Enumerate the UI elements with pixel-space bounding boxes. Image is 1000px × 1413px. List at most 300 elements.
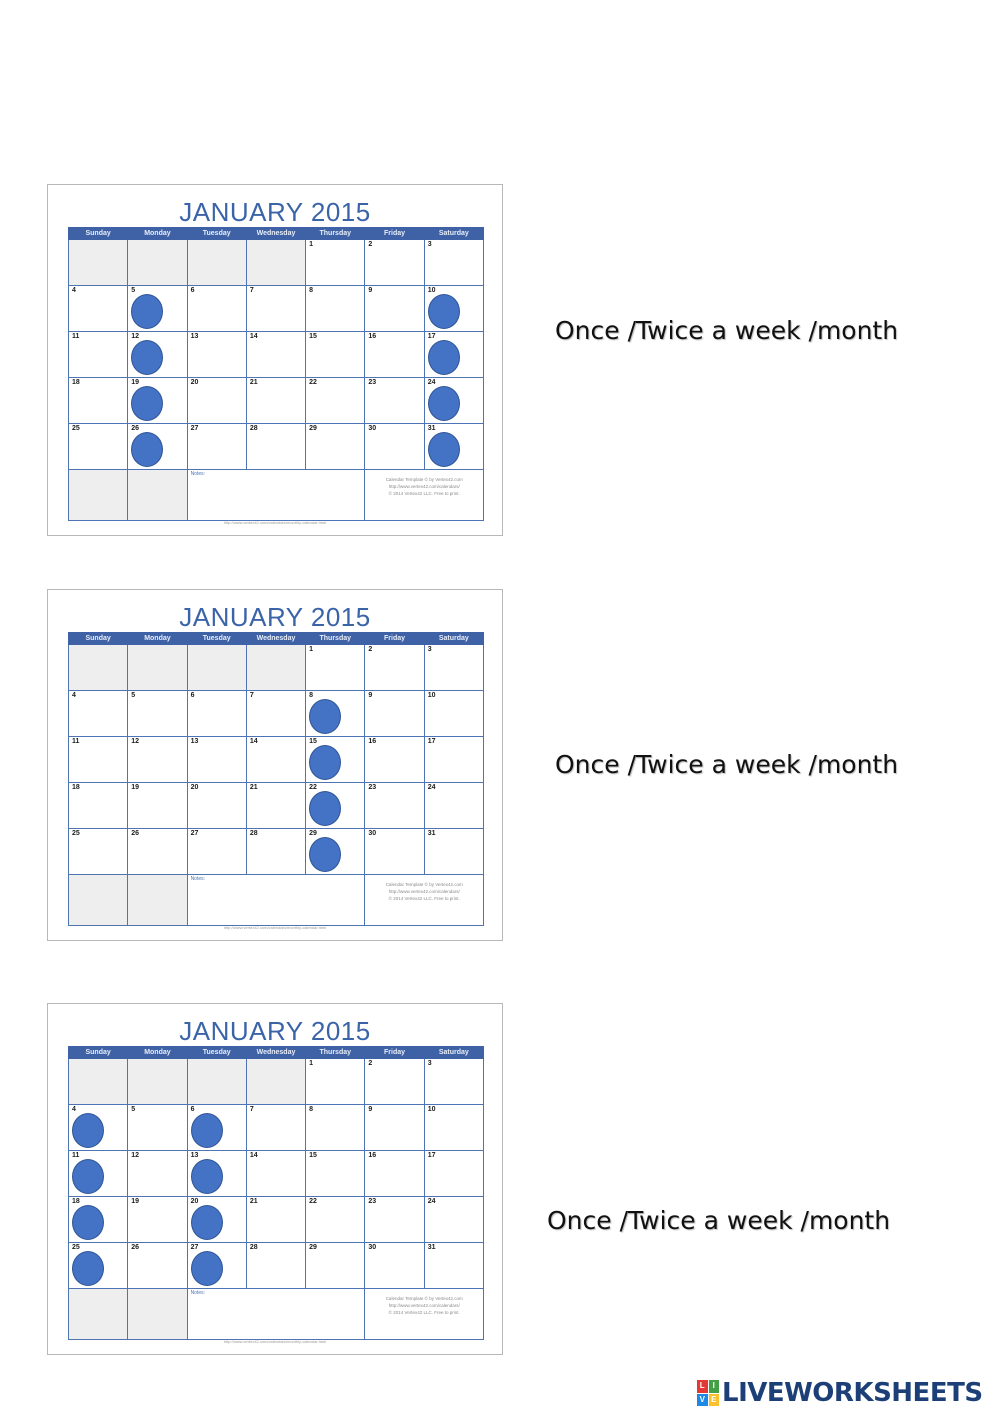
calendar-title: JANUARY 2015 [179, 1016, 371, 1046]
marked-day-circle [309, 837, 341, 872]
calendar-2 [47, 589, 503, 941]
day-cell [365, 829, 424, 875]
weekday-header: Tuesday [187, 633, 246, 645]
calendar-title: JANUARY 2015 [179, 197, 371, 227]
day-number: 21 [249, 784, 258, 791]
day-number: 28 [249, 425, 258, 432]
empty-day-cell [128, 1059, 187, 1105]
day-cell [69, 1151, 128, 1197]
day-cell [306, 286, 365, 332]
day-cell [306, 424, 365, 470]
weekday-header: Monday [128, 633, 187, 645]
day-cell [365, 1243, 424, 1289]
day-cell [365, 1151, 424, 1197]
empty-day-cell [246, 1059, 305, 1105]
day-number: 9 [368, 287, 373, 294]
day-cell [69, 737, 128, 783]
calendar-footer-url: http://www.vertex42.com/calendars/monthly-calendar.html [223, 520, 327, 525]
day-number: 20 [190, 1198, 199, 1205]
day-cell [69, 829, 128, 875]
marked-day-circle [191, 1205, 223, 1240]
day-number: 5 [131, 692, 136, 699]
day-number: 29 [309, 1244, 317, 1251]
day-cell [246, 1105, 305, 1151]
marked-day-circle [72, 1159, 104, 1194]
day-cell [128, 332, 187, 378]
day-number: 18 [72, 784, 80, 791]
credit-line: © 2014 Vertex42 LLC. Free to print. [388, 491, 460, 496]
day-cell [187, 691, 246, 737]
week-row [69, 240, 484, 286]
day-cell [246, 1197, 305, 1243]
day-number: 25 [72, 1244, 80, 1251]
calendar-footer-url: http://www.vertex42.com/calendars/monthly-calendar.html [223, 1339, 327, 1344]
week-row [69, 286, 484, 332]
day-cell [187, 829, 246, 875]
day-number: 3 [427, 241, 432, 248]
day-cell [187, 378, 246, 424]
day-number: 18 [72, 379, 80, 386]
logo-letter: L [697, 1380, 708, 1393]
weekday-header: Thursday [306, 633, 365, 645]
day-number: 25 [72, 830, 80, 837]
day-number: 2 [368, 1060, 373, 1067]
day-number: 19 [131, 1198, 140, 1205]
logo-letter: I [709, 1380, 720, 1393]
marked-day-circle [428, 432, 460, 467]
day-number: 26 [131, 1244, 140, 1251]
day-cell [306, 783, 365, 829]
weekday-header: Tuesday [187, 228, 246, 240]
credit-line: Calendar Template © by Vertex42.com [385, 477, 463, 482]
day-number: 30 [368, 425, 377, 432]
weekday-header: Saturday [424, 228, 483, 240]
day-cell [69, 1243, 128, 1289]
marked-day-circle [72, 1205, 104, 1240]
day-number: 12 [131, 333, 140, 340]
calendar-grid [68, 632, 484, 926]
credit-cell [365, 875, 484, 926]
marked-day-circle [428, 386, 460, 421]
empty-day-cell [246, 645, 305, 691]
day-number: 16 [368, 333, 377, 340]
day-number: 2 [368, 241, 373, 248]
empty-day-cell [187, 1059, 246, 1105]
day-number: 22 [309, 379, 317, 386]
day-cell [69, 1105, 128, 1151]
day-number: 17 [427, 738, 436, 745]
week-row [69, 691, 484, 737]
day-number: 19 [131, 379, 140, 386]
day-cell [69, 378, 128, 424]
day-number: 10 [427, 1106, 436, 1113]
day-number: 22 [309, 784, 317, 791]
day-cell [424, 286, 483, 332]
day-number: 14 [249, 333, 258, 340]
weekday-header: Thursday [306, 228, 365, 240]
week-row [69, 1105, 484, 1151]
day-number: 4 [72, 1106, 76, 1113]
day-cell [246, 691, 305, 737]
marked-day-circle [191, 1251, 223, 1286]
calendar-grid [68, 1046, 484, 1340]
day-cell [424, 424, 483, 470]
answer-text-3[interactable]: Once /Twice a week /month [547, 1206, 891, 1235]
empty-day-cell [69, 240, 128, 286]
calendar-footer-url: http://www.vertex42.com/calendars/monthly-calendar.html [223, 925, 327, 930]
credit-line: http://www.vertex42.com/calendars/ [388, 1303, 460, 1308]
day-number: 26 [131, 425, 140, 432]
day-number: 26 [131, 830, 140, 837]
day-number: 3 [427, 1060, 432, 1067]
day-number: 20 [190, 379, 199, 386]
day-cell [365, 737, 424, 783]
calendar-title: JANUARY 2015 [179, 602, 371, 632]
day-number: 20 [190, 784, 199, 791]
day-cell [246, 424, 305, 470]
credit-line: http://www.vertex42.com/calendars/ [388, 889, 460, 894]
marked-day-circle [309, 699, 341, 734]
week-row [69, 378, 484, 424]
day-cell [187, 1151, 246, 1197]
calendar-grid [68, 227, 484, 521]
empty-day-cell [69, 1289, 128, 1340]
week-row [69, 1243, 484, 1289]
credit-line: Calendar Template © by Vertex42.com [385, 1296, 463, 1301]
day-number: 3 [427, 646, 432, 653]
day-cell [365, 691, 424, 737]
logo-letter: V [697, 1394, 708, 1407]
day-number: 27 [190, 425, 199, 432]
day-cell [128, 737, 187, 783]
day-number: 21 [249, 379, 258, 386]
weekday-header: Thursday [306, 1047, 365, 1059]
credit-line: © 2014 Vertex42 LLC. Free to print. [388, 896, 460, 901]
day-number: 25 [72, 425, 80, 432]
credit-cell [365, 470, 484, 521]
day-cell [306, 737, 365, 783]
empty-day-cell [246, 240, 305, 286]
day-cell [128, 378, 187, 424]
day-cell [246, 1151, 305, 1197]
day-cell [306, 1151, 365, 1197]
day-cell [246, 829, 305, 875]
day-number: 14 [249, 738, 258, 745]
day-number: 14 [249, 1152, 258, 1159]
empty-day-cell [69, 645, 128, 691]
notes-cell: Notes: [187, 470, 365, 521]
day-number: 17 [427, 1152, 436, 1159]
day-number: 1 [309, 241, 314, 248]
day-cell [187, 424, 246, 470]
day-number: 29 [309, 830, 317, 837]
day-number: 28 [249, 830, 258, 837]
day-cell [246, 783, 305, 829]
day-cell [424, 1105, 483, 1151]
day-cell [424, 737, 483, 783]
calendar-3 [47, 1003, 503, 1355]
day-cell [365, 378, 424, 424]
weekday-header: Friday [365, 1047, 424, 1059]
day-number: 30 [368, 830, 377, 837]
day-number: 16 [368, 1152, 377, 1159]
day-number: 24 [427, 379, 436, 386]
day-number: 11 [72, 1152, 80, 1159]
weekday-header: Friday [365, 228, 424, 240]
day-number: 24 [427, 784, 436, 791]
week-row [69, 1059, 484, 1105]
week-row [69, 424, 484, 470]
day-cell [128, 783, 187, 829]
day-number: 21 [249, 1198, 258, 1205]
day-cell [69, 691, 128, 737]
empty-day-cell [187, 645, 246, 691]
day-cell [365, 332, 424, 378]
day-cell [424, 829, 483, 875]
day-cell [306, 1105, 365, 1151]
day-number: 5 [131, 287, 136, 294]
empty-day-cell [69, 1059, 128, 1105]
day-cell [69, 783, 128, 829]
day-cell [128, 691, 187, 737]
day-cell [424, 1059, 483, 1105]
weekday-header: Sunday [69, 633, 128, 645]
notes-cell: Notes: [187, 875, 365, 926]
day-cell [246, 1243, 305, 1289]
weekday-header: Wednesday [246, 228, 305, 240]
day-number: 27 [190, 830, 199, 837]
day-cell [246, 286, 305, 332]
liveworksheets-logo [697, 1377, 983, 1409]
day-cell [424, 1151, 483, 1197]
day-cell [424, 691, 483, 737]
day-number: 31 [427, 1244, 436, 1251]
week-row [69, 1197, 484, 1243]
credit-line: Calendar Template © by Vertex42.com [385, 882, 463, 887]
day-cell [128, 829, 187, 875]
marked-day-circle [309, 745, 341, 780]
day-number: 18 [72, 1198, 80, 1205]
day-cell [128, 1197, 187, 1243]
day-number: 22 [309, 1198, 317, 1205]
weekday-header: Sunday [69, 228, 128, 240]
day-cell [246, 332, 305, 378]
day-number: 10 [427, 287, 436, 294]
week-row [69, 1151, 484, 1197]
day-number: 29 [309, 425, 317, 432]
credit-line: http://www.vertex42.com/calendars/ [388, 484, 460, 489]
day-number: 23 [368, 1198, 377, 1205]
day-number: 7 [249, 1106, 254, 1113]
day-cell [69, 1197, 128, 1243]
day-number: 11 [72, 738, 80, 745]
day-cell [69, 286, 128, 332]
day-number: 7 [249, 692, 254, 699]
week-row [69, 737, 484, 783]
day-number: 8 [309, 1106, 314, 1113]
week-row [69, 332, 484, 378]
marked-day-circle [131, 432, 163, 467]
marked-day-circle [428, 294, 460, 329]
weekday-header: Wednesday [246, 1047, 305, 1059]
day-cell [306, 645, 365, 691]
day-cell [187, 783, 246, 829]
marked-day-circle [131, 386, 163, 421]
empty-day-cell [128, 470, 187, 521]
day-number: 24 [427, 1198, 436, 1205]
day-number: 19 [131, 784, 140, 791]
day-cell [128, 1151, 187, 1197]
notes-cell: Notes: [187, 1289, 365, 1340]
day-number: 13 [190, 738, 199, 745]
day-cell [69, 424, 128, 470]
marked-day-circle [309, 791, 341, 826]
marked-day-circle [72, 1251, 104, 1286]
day-cell [365, 1105, 424, 1151]
week-row [69, 783, 484, 829]
marked-day-circle [191, 1113, 223, 1148]
day-number: 8 [309, 692, 314, 699]
day-cell [128, 1105, 187, 1151]
day-cell [424, 1197, 483, 1243]
weekday-header: Saturday [424, 1047, 483, 1059]
day-cell [424, 783, 483, 829]
day-cell [424, 240, 483, 286]
day-cell [187, 332, 246, 378]
notes-row [69, 875, 484, 926]
empty-day-cell [128, 1289, 187, 1340]
day-number: 23 [368, 784, 377, 791]
day-cell [365, 286, 424, 332]
marked-day-circle [131, 340, 163, 375]
day-cell [365, 783, 424, 829]
day-cell [128, 1243, 187, 1289]
day-number: 13 [190, 333, 199, 340]
week-row [69, 645, 484, 691]
day-cell [128, 424, 187, 470]
day-cell [128, 286, 187, 332]
day-number: 6 [190, 287, 195, 294]
day-number: 1 [309, 1060, 314, 1067]
week-row [69, 829, 484, 875]
day-cell [187, 286, 246, 332]
liveworksheets-logo-text: LIVEWORKSHEETS [722, 1378, 983, 1408]
day-number: 6 [190, 692, 195, 699]
day-cell [365, 424, 424, 470]
day-cell [187, 1243, 246, 1289]
day-cell [306, 829, 365, 875]
day-cell [365, 1059, 424, 1105]
day-cell [187, 1197, 246, 1243]
marked-day-circle [131, 294, 163, 329]
empty-day-cell [128, 240, 187, 286]
credit-cell [365, 1289, 484, 1340]
day-cell [365, 240, 424, 286]
notes-row [69, 470, 484, 521]
day-cell [306, 1197, 365, 1243]
empty-day-cell [128, 645, 187, 691]
day-cell [424, 1243, 483, 1289]
day-cell [187, 1105, 246, 1151]
day-cell [306, 378, 365, 424]
empty-day-cell [69, 470, 128, 521]
weekday-header: Tuesday [187, 1047, 246, 1059]
day-number: 9 [368, 1106, 373, 1113]
day-number: 10 [427, 692, 436, 699]
empty-day-cell [187, 240, 246, 286]
day-number: 30 [368, 1244, 377, 1251]
day-number: 16 [368, 738, 377, 745]
marked-day-circle [72, 1113, 104, 1148]
day-number: 27 [190, 1244, 199, 1251]
day-cell [306, 1243, 365, 1289]
day-number: 6 [190, 1106, 195, 1113]
day-number: 4 [72, 287, 76, 294]
weekday-header: Monday [128, 1047, 187, 1059]
day-number: 4 [72, 692, 76, 699]
day-number: 1 [309, 646, 314, 653]
weekday-header: Saturday [424, 633, 483, 645]
notes-row [69, 1289, 484, 1340]
day-number: 9 [368, 692, 373, 699]
credit-line: © 2014 Vertex42 LLC. Free to print. [388, 1310, 460, 1315]
day-number: 31 [427, 425, 436, 432]
day-number: 11 [72, 333, 80, 340]
weekday-header: Sunday [69, 1047, 128, 1059]
day-number: 28 [249, 1244, 258, 1251]
answer-text-2[interactable]: Once /Twice a week /month [555, 750, 899, 779]
day-cell [69, 332, 128, 378]
day-number: 15 [309, 1152, 317, 1159]
day-cell [246, 378, 305, 424]
answer-text-1[interactable]: Once /Twice a week /month [555, 316, 899, 345]
logo-letter: E [709, 1394, 720, 1407]
day-cell [306, 240, 365, 286]
day-number: 23 [368, 379, 377, 386]
weekday-header: Wednesday [246, 633, 305, 645]
day-cell [306, 332, 365, 378]
day-number: 12 [131, 738, 140, 745]
day-cell [246, 737, 305, 783]
marked-day-circle [191, 1159, 223, 1194]
day-cell [365, 645, 424, 691]
day-number: 5 [131, 1106, 136, 1113]
day-number: 13 [190, 1152, 199, 1159]
day-cell [424, 332, 483, 378]
weekday-header: Monday [128, 228, 187, 240]
day-number: 12 [131, 1152, 140, 1159]
calendar-1 [47, 184, 503, 536]
empty-day-cell [69, 875, 128, 926]
empty-day-cell [128, 875, 187, 926]
day-cell [187, 737, 246, 783]
day-number: 17 [427, 333, 436, 340]
day-cell [365, 1197, 424, 1243]
day-cell [424, 378, 483, 424]
day-number: 15 [309, 738, 317, 745]
weekday-header: Friday [365, 633, 424, 645]
day-cell [306, 691, 365, 737]
day-cell [306, 1059, 365, 1105]
day-cell [424, 645, 483, 691]
day-number: 7 [249, 287, 254, 294]
marked-day-circle [428, 340, 460, 375]
day-number: 8 [309, 287, 314, 294]
liveworksheets-logo-icon [697, 1380, 719, 1406]
day-number: 15 [309, 333, 317, 340]
day-number: 31 [427, 830, 436, 837]
day-number: 2 [368, 646, 373, 653]
